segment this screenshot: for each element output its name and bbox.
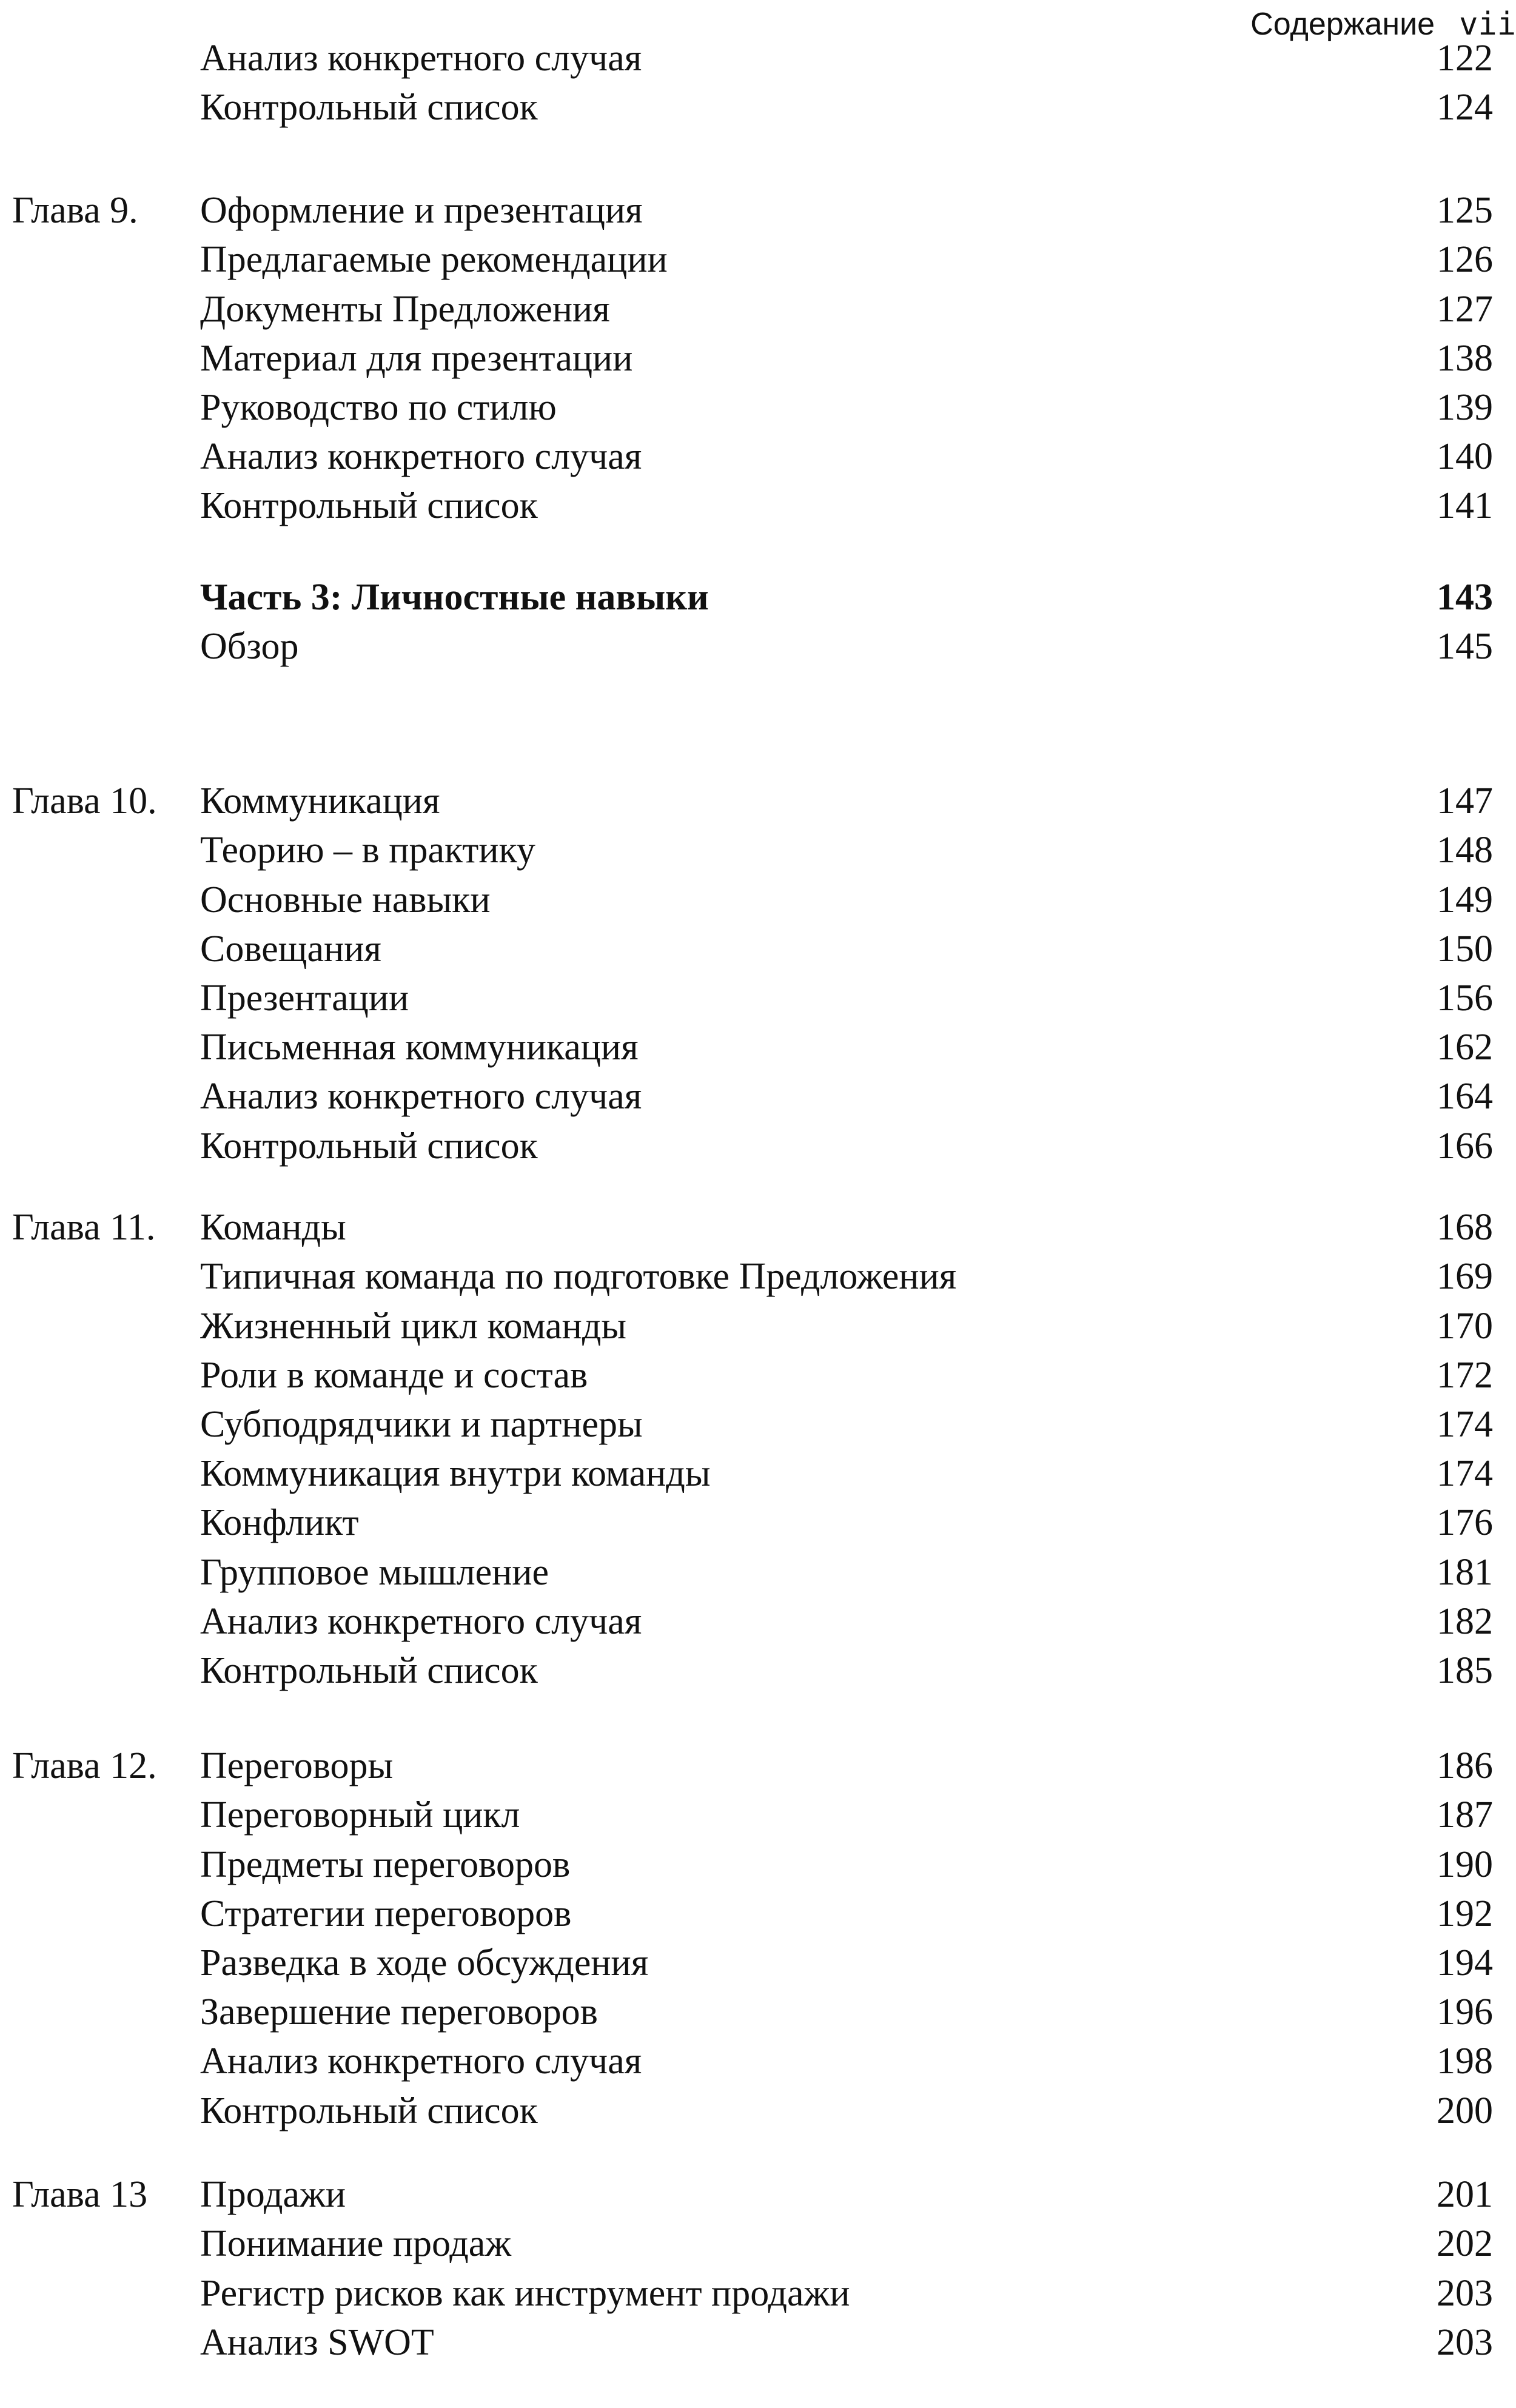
toc-entry-page: 172 <box>1437 1354 1493 1396</box>
toc-entry-page: 143 <box>1437 577 1493 619</box>
toc-entry <box>0 2037 1516 2086</box>
toc-entry <box>0 481 1516 531</box>
toc-entry-title: Анализ конкретного случая <box>200 1076 642 1118</box>
toc-chapter-label: Глава 10. <box>12 780 157 822</box>
toc-entry <box>0 1840 1516 1889</box>
toc-entry-title: Конфликт <box>200 1502 359 1544</box>
toc-entry <box>0 974 1516 1023</box>
toc-entry-page: 156 <box>1437 977 1493 1019</box>
toc-entry-page: 192 <box>1437 1893 1493 1934</box>
toc-entry <box>0 2086 1516 2135</box>
toc-entry-title: Теорию – в практику <box>200 830 535 871</box>
toc-entry-title: Понимание продаж <box>200 2223 512 2265</box>
toc-entry <box>0 83 1516 132</box>
toc-entry-page: 196 <box>1437 1991 1493 2033</box>
toc-entry-title: Коммуникация <box>200 780 440 822</box>
toc-entry-page: 168 <box>1437 1207 1493 1249</box>
toc-entry-title: Основные навыки <box>200 879 491 921</box>
toc-entry-title: Контрольный список <box>200 1649 538 1691</box>
running-head-title: Содержание <box>1250 7 1435 42</box>
toc-entry-title: Контрольный список <box>200 2090 538 2131</box>
toc-entry-title: Коммуникация внутри команды <box>200 1453 711 1495</box>
toc-entry <box>0 1646 1516 1695</box>
toc-entry <box>0 1023 1516 1072</box>
toc-entry <box>0 34 1516 83</box>
toc-entry <box>0 1072 1516 1121</box>
toc-entry <box>0 925 1516 974</box>
toc-entry-title: Анализ конкретного случая <box>200 2041 642 2082</box>
toc-entry-title: Продажи <box>200 2174 346 2216</box>
toc-entry <box>0 1121 1516 1170</box>
toc-entry-title: Команды <box>200 1207 346 1249</box>
toc-entry <box>0 1548 1516 1597</box>
toc-entry-title: Часть 3: Личностные навыки <box>200 577 709 619</box>
toc-entry-page: 138 <box>1437 337 1493 379</box>
toc-entry-page: 150 <box>1437 928 1493 970</box>
toc-entry-page: 139 <box>1437 386 1493 428</box>
toc-entry-page: 201 <box>1437 2174 1493 2216</box>
toc-entry-page: 187 <box>1437 1794 1493 1836</box>
toc-entry <box>0 2170 1516 2219</box>
toc-entry-page: 141 <box>1437 485 1493 527</box>
toc-entry <box>0 622 1516 671</box>
toc-entry-title: Документы Предложения <box>200 288 610 330</box>
toc-entry-page: 174 <box>1437 1453 1493 1495</box>
toc-group <box>0 2170 1516 2367</box>
toc-entry <box>0 1890 1516 1939</box>
toc-entry <box>0 1449 1516 1498</box>
toc-entry-title: Анализ SWOT <box>200 2321 434 2363</box>
toc-entry-title: Типичная команда по подготовке Предложения <box>200 1256 957 1298</box>
toc-entry-page: 200 <box>1437 2090 1493 2131</box>
running-head-page-number: vii <box>1459 6 1516 42</box>
toc-entry-page: 174 <box>1437 1403 1493 1445</box>
toc-entry-page: 125 <box>1437 190 1493 232</box>
toc-entry-page: 124 <box>1437 87 1493 129</box>
toc-entry <box>0 186 1516 235</box>
toc-entry-title: Субподрядчики и партнеры <box>200 1403 643 1445</box>
toc-entry <box>0 1597 1516 1646</box>
toc-entry <box>0 1498 1516 1548</box>
toc-entry <box>0 1351 1516 1400</box>
toc-entry-page: 203 <box>1437 2272 1493 2314</box>
toc-entry-title: Презентации <box>200 977 409 1019</box>
toc-entry-title: Предлагаемые рекомендации <box>200 239 668 281</box>
toc-entry <box>0 1988 1516 2037</box>
toc-entry-title: Контрольный список <box>200 1125 538 1167</box>
toc-entry <box>0 1301 1516 1350</box>
toc-chapter-label: Глава 9. <box>12 190 138 232</box>
toc-entry-page: 162 <box>1437 1027 1493 1068</box>
toc-entry <box>0 432 1516 481</box>
toc-entry-title: Переговорный цикл <box>200 1794 520 1836</box>
toc-entry <box>0 2269 1516 2318</box>
toc-entry-page: 145 <box>1437 626 1493 668</box>
toc-entry <box>0 284 1516 334</box>
toc-entry-title: Анализ конкретного случая <box>200 436 642 478</box>
toc-entry-title: Роли в команде и состав <box>200 1354 588 1396</box>
toc-entry-page: 182 <box>1437 1600 1493 1642</box>
toc-entry <box>0 2318 1516 2367</box>
toc-entry <box>0 1400 1516 1449</box>
toc-entry-page: 170 <box>1437 1305 1493 1347</box>
toc-entry-title: Переговоры <box>200 1745 394 1787</box>
toc-group <box>0 1203 1516 1695</box>
toc-entry-title: Оформление и презентация <box>200 190 643 232</box>
toc-entry-title: Групповое мышление <box>200 1551 549 1593</box>
toc-entry-title: Завершение переговоров <box>200 1991 598 2033</box>
toc-entry <box>0 875 1516 924</box>
toc-entry-page: 169 <box>1437 1256 1493 1298</box>
toc-entry-page: 203 <box>1437 2321 1493 2363</box>
toc-chapter-label: Глава 13 <box>12 2174 148 2216</box>
toc-entry-page: 147 <box>1437 780 1493 822</box>
toc-entry-title: Стратегии переговоров <box>200 1893 572 1934</box>
toc-entry-title: Анализ конкретного случая <box>200 38 642 79</box>
toc-entry-page: 127 <box>1437 288 1493 330</box>
toc-entry <box>0 826 1516 875</box>
toc-entry-title: Материал для презентации <box>200 337 633 379</box>
toc-entry-title: Жизненный цикл команды <box>200 1305 627 1347</box>
toc-entry-page: 149 <box>1437 879 1493 921</box>
toc-entry-title: Контрольный список <box>200 87 538 129</box>
toc-entry <box>0 1939 1516 1988</box>
toc-group <box>0 777 1516 1171</box>
toc-group <box>0 573 1516 671</box>
toc-entry-page: 164 <box>1437 1076 1493 1118</box>
toc-part-heading <box>0 573 1516 622</box>
toc-group <box>0 34 1516 132</box>
toc-entry-title: Совещания <box>200 928 381 970</box>
toc-entry-page: 181 <box>1437 1551 1493 1593</box>
toc-entry-page: 140 <box>1437 436 1493 478</box>
toc-chapter-label: Глава 11. <box>12 1207 156 1249</box>
toc-entry-page: 126 <box>1437 239 1493 281</box>
toc-entry-title: Анализ конкретного случая <box>200 1600 642 1642</box>
toc-entry-page: 148 <box>1437 830 1493 871</box>
toc-entry-title: Разведка в ходе обсуждения <box>200 1942 649 1984</box>
toc-entry-title: Контрольный список <box>200 485 538 527</box>
toc-entry-page: 166 <box>1437 1125 1493 1167</box>
toc-entry-page: 122 <box>1437 38 1493 79</box>
toc-entry <box>0 334 1516 383</box>
toc-entry <box>0 1791 1516 1840</box>
toc-entry <box>0 777 1516 826</box>
toc-entry-title: Письменная коммуникация <box>200 1027 639 1068</box>
toc-entry-page: 190 <box>1437 1843 1493 1885</box>
toc-entry-title: Регистр рисков как инструмент продажи <box>200 2272 850 2314</box>
toc-entry <box>0 235 1516 284</box>
toc-entry-page: 185 <box>1437 1649 1493 1691</box>
toc-entry-title: Руководство по стилю <box>200 386 557 428</box>
toc-entry <box>0 2219 1516 2269</box>
toc-entry <box>0 1252 1516 1301</box>
toc-entry-title: Предметы переговоров <box>200 1843 571 1885</box>
toc-entry-page: 194 <box>1437 1942 1493 1984</box>
toc-entry-page: 176 <box>1437 1502 1493 1544</box>
toc-chapter-label: Глава 12. <box>12 1745 157 1787</box>
toc-entry-page: 202 <box>1437 2223 1493 2265</box>
toc-entry <box>0 1203 1516 1252</box>
toc-entry <box>0 1742 1516 1791</box>
toc-entry-page: 198 <box>1437 2041 1493 2082</box>
toc-entry-title: Обзор <box>200 626 299 668</box>
toc-group <box>0 186 1516 531</box>
toc-group <box>0 1742 1516 2136</box>
toc-entry-page: 186 <box>1437 1745 1493 1787</box>
toc-entry <box>0 383 1516 432</box>
